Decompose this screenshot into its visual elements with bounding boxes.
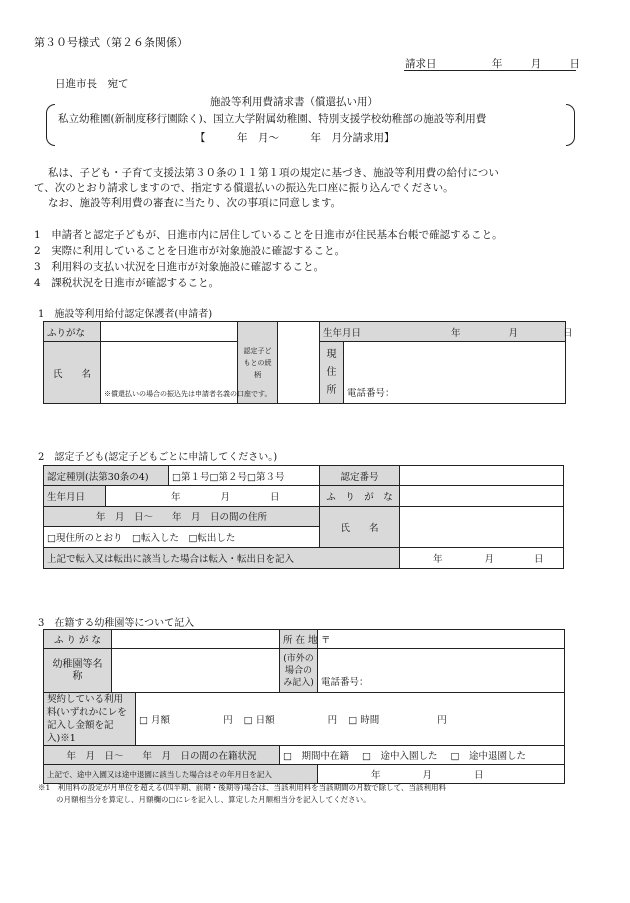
applicant-phone-label: 電話番号：	[347, 388, 395, 399]
mid-enroll-note: 上記で、途中入園又は途中退園に該当した場合はその年月日を記入	[44, 765, 318, 784]
facility-table	[43, 629, 565, 784]
form-title: 施設等利用費請求書（償還払い用）	[210, 96, 378, 108]
facility-name-label: 幼稚園等名 称	[44, 649, 112, 693]
hourly-checkbox[interactable]: □	[348, 715, 358, 726]
right-bracket	[566, 104, 575, 146]
location-label: 所 在 地	[280, 630, 318, 649]
consent-item: 4 課税状況を日進市が確認すること。	[34, 277, 220, 289]
address-label: 現住所	[320, 342, 344, 404]
monthly-checkbox[interactable]: □	[139, 715, 148, 726]
postal-field[interactable]: 〒	[318, 630, 565, 649]
move-date-field[interactable]: 年 月 日	[400, 547, 564, 569]
cert-type-label: 認定種別(法第30条の4)	[44, 466, 169, 486]
facility-phone-label: 電話番号：	[321, 677, 369, 688]
footnote-mark: ※1	[38, 783, 51, 792]
request-date-label: 請求日	[405, 58, 437, 70]
billing-period: 【 年 月～ 年 月分請求用】	[195, 132, 395, 144]
move-note: 上記で転入又は転出に該当した場合は転入・転出日を記入	[44, 547, 400, 569]
form-subtitle: 私立幼稚園(新制度移行園除く)、国立大学附属幼稚園、特別支援学校幼稚部の施設等利用費	[58, 113, 487, 125]
consent-item: 3 利用料の支払い状況を日進市が対象施設に確認すること。	[34, 261, 325, 273]
mid-enroll-date-field[interactable]: 年 月 日	[318, 765, 565, 784]
intro-paragraph-2: なお、施設等利用費の審査に当たり、次の事項に同意します。	[48, 197, 342, 209]
request-date: 請求日 年 月 日	[405, 58, 581, 70]
outside-note: (市外の場合のみ記入)	[280, 649, 318, 693]
dob-row: 生年月日 年 月 日	[320, 322, 566, 342]
hourly-label: 時間	[360, 715, 380, 726]
section3-heading: 3 在籍する幼稚園等について記入	[38, 618, 195, 629]
footnote: ※1 利用料の設定が月単位を超える(四半期、前期・後期等)場合は、当該利用料を当該期間の月数で除して、当該利用料 の月額相当分を算定し、月額欄の□にレを記入し、算定した月額相当分を記入してください。	[38, 783, 446, 804]
fee-label: 契約している利用料(いずれかにレを記入し金額を記入)※1	[44, 693, 136, 746]
facility-name-field[interactable]	[112, 649, 280, 693]
child-name-field[interactable]	[400, 506, 564, 547]
request-date-underline	[404, 70, 576, 71]
enroll-option-full[interactable]: □ 期間中在籍	[283, 751, 349, 762]
dob-label: 生年月日	[323, 327, 362, 339]
child-dob-field[interactable]: 年 月 日	[106, 486, 320, 506]
monthly-label: 月額	[151, 715, 171, 726]
facility-furigana-label: ふ り が な	[44, 630, 112, 649]
address-options[interactable]: □現住所のとおり □転入した □転出した	[44, 527, 320, 547]
applicant-furigana-field[interactable]	[101, 322, 238, 342]
consent-item: 1 申請者と認定子どもが、日進市内に居住していることを日進市が住民基本台帳で確認すること。	[34, 229, 503, 241]
intro-paragraph-1b: て、次のとおり請求しますので、指定する償還払いの振込先口座に振り込んでください。	[34, 182, 454, 194]
enroll-option-joined[interactable]: □ 途中入園した	[362, 751, 438, 762]
child-name-label: 氏 名	[320, 506, 400, 547]
addressee: 日進市長 宛て	[55, 78, 129, 90]
facility-furigana-field[interactable]	[112, 630, 280, 649]
address-field[interactable]	[344, 342, 566, 404]
child-furigana-label: ふ り が な	[320, 486, 400, 506]
enroll-period-label: 年 月 日～ 年 月 日の間の在籍状況	[44, 746, 280, 765]
section2-heading: 2 認定子ども(認定子どもごとに申請してください。)	[38, 452, 278, 463]
fee-field[interactable]: □ 月額 円 □ 日額 円 □ 時間 円	[136, 693, 565, 746]
section1-heading: 1 施設等利用給付認定保護者(申請者)	[38, 309, 213, 320]
child-furigana-field[interactable]	[400, 486, 564, 506]
cert-type-options[interactable]: □第１号□第２号□第３号	[169, 466, 320, 486]
daily-label: 日額	[255, 715, 275, 726]
period-address-label: 年 月 日～ 年 月 日の間の住所	[44, 506, 320, 526]
daily-checkbox[interactable]: □	[243, 715, 253, 726]
enroll-option-left[interactable]: □ 途中退園した	[450, 751, 527, 762]
child-table	[43, 465, 564, 569]
form-number: 第３０号様式（第２６条関係）	[34, 36, 188, 49]
applicant-furigana-label: ふりがな	[44, 322, 101, 342]
account-note: ※償還払いの場合の振込先は申請者名義の口座です。	[104, 390, 272, 398]
consent-list	[34, 227, 503, 291]
consent-item: 2 実際に利用していることを日進市が対象施設に確認すること。	[34, 245, 346, 257]
enroll-options[interactable]	[280, 746, 565, 765]
left-bracket	[46, 104, 55, 146]
cert-no-field[interactable]	[400, 466, 564, 486]
facility-address-field[interactable]	[318, 649, 565, 693]
relation-label: 認定子どもとの続柄	[238, 322, 278, 404]
child-dob-label: 生年月日	[44, 486, 106, 506]
applicant-table	[43, 321, 573, 404]
intro-paragraph-1a: 私は、子ども・子育て支援法第３０条の１１第１項の規定に基づき、施設等利用費の給付につい	[48, 167, 499, 179]
relation-field[interactable]	[278, 322, 320, 404]
cert-no-label: 認定番号	[320, 466, 400, 486]
applicant-name-label: 氏 名	[44, 342, 101, 404]
